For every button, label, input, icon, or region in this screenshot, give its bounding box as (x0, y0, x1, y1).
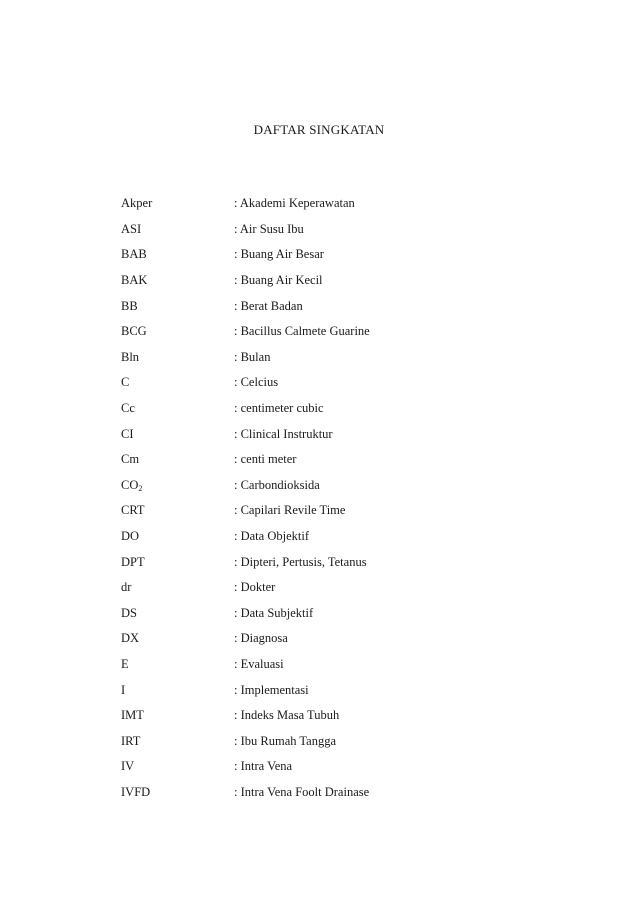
definition: : Evaluasi (234, 656, 284, 671)
list-item (121, 524, 561, 550)
abbreviation: C (121, 375, 130, 390)
abbreviation: I (121, 682, 126, 697)
definition: : centi meter (234, 452, 297, 467)
list-item (121, 652, 561, 678)
abbreviation: DPT (121, 554, 145, 569)
list-item (121, 370, 561, 396)
definition: : Indeks Masa Tubuh (234, 708, 340, 723)
abbreviation: E (121, 656, 129, 671)
abbreviation: Akper (121, 196, 153, 211)
abbreviation: DS (121, 605, 137, 620)
list-item (121, 345, 561, 371)
definition: : Intra Vena Foolt Drainase (234, 784, 370, 799)
list-item (121, 191, 561, 217)
list-item (121, 703, 561, 729)
abbreviation: BB (121, 298, 138, 313)
definition: : Implementasi (234, 682, 309, 697)
list-item (121, 754, 561, 780)
definition: : Clinical Instruktur (234, 426, 333, 441)
list-item (121, 242, 561, 268)
definition: : Carbondioksida (234, 477, 320, 492)
abbreviation-list (121, 191, 561, 805)
abbreviation-base: CO (121, 477, 139, 492)
list-item (121, 780, 561, 806)
abbreviation: IRT (121, 733, 141, 748)
definition: : Celcius (234, 375, 279, 390)
definition: : Bacillus Calmete Guarine (234, 324, 370, 339)
list-item (121, 601, 561, 627)
abbreviation: dr (121, 580, 132, 595)
definition: : Intra Vena (234, 759, 293, 774)
list-item (121, 396, 561, 422)
abbreviation: CRT (121, 503, 145, 518)
list-item (121, 728, 561, 754)
definition: : Buang Air Besar (234, 247, 324, 262)
abbreviation: IMT (121, 708, 144, 723)
list-item (121, 268, 561, 294)
list-item (121, 293, 561, 319)
list-item (121, 626, 561, 652)
list-item (121, 473, 561, 499)
abbreviation: Cc (121, 401, 135, 416)
abbreviation: CI (121, 426, 134, 441)
list-item (121, 217, 561, 243)
definition: : Data Subjektif (234, 605, 314, 620)
abbreviation: IV (121, 759, 135, 774)
definition: : centimeter cubic (234, 401, 324, 416)
list-item (121, 549, 561, 575)
definition: : Berat Badan (234, 298, 303, 313)
definition: : Air Susu Ibu (234, 221, 304, 236)
abbreviation: BCG (121, 324, 147, 339)
abbreviation: ASI (121, 221, 142, 236)
abbreviation (121, 478, 234, 493)
list-item (121, 447, 561, 473)
list-item (121, 575, 561, 601)
definition: : Diagnosa (234, 631, 288, 646)
definition: : Bulan (234, 349, 271, 364)
abbreviation: BAB (121, 247, 147, 262)
definition: : Dipteri, Pertusis, Tetanus (234, 554, 367, 569)
abbreviation: DX (121, 631, 140, 646)
list-item (121, 421, 561, 447)
definition: : Buang Air Kecil (234, 273, 323, 288)
list-item (121, 498, 561, 524)
abbreviation: BAK (121, 273, 148, 288)
definition: : Ibu Rumah Tangga (234, 733, 337, 748)
abbreviation: IVFD (121, 784, 151, 799)
abbreviation: Cm (121, 452, 140, 467)
abbreviation-subscript: 2 (138, 483, 143, 493)
list-item (121, 677, 561, 703)
abbreviation: DO (121, 529, 140, 544)
definition: : Dokter (234, 580, 276, 595)
definition: : Data Objektif (234, 529, 309, 544)
definition: : Capilari Revile Time (234, 503, 346, 518)
page-title: DAFTAR SINGKATAN (253, 122, 385, 137)
list-item (121, 319, 561, 345)
abbreviation: Bln (121, 349, 140, 364)
definition: : Akademi Keperawatan (234, 196, 355, 211)
